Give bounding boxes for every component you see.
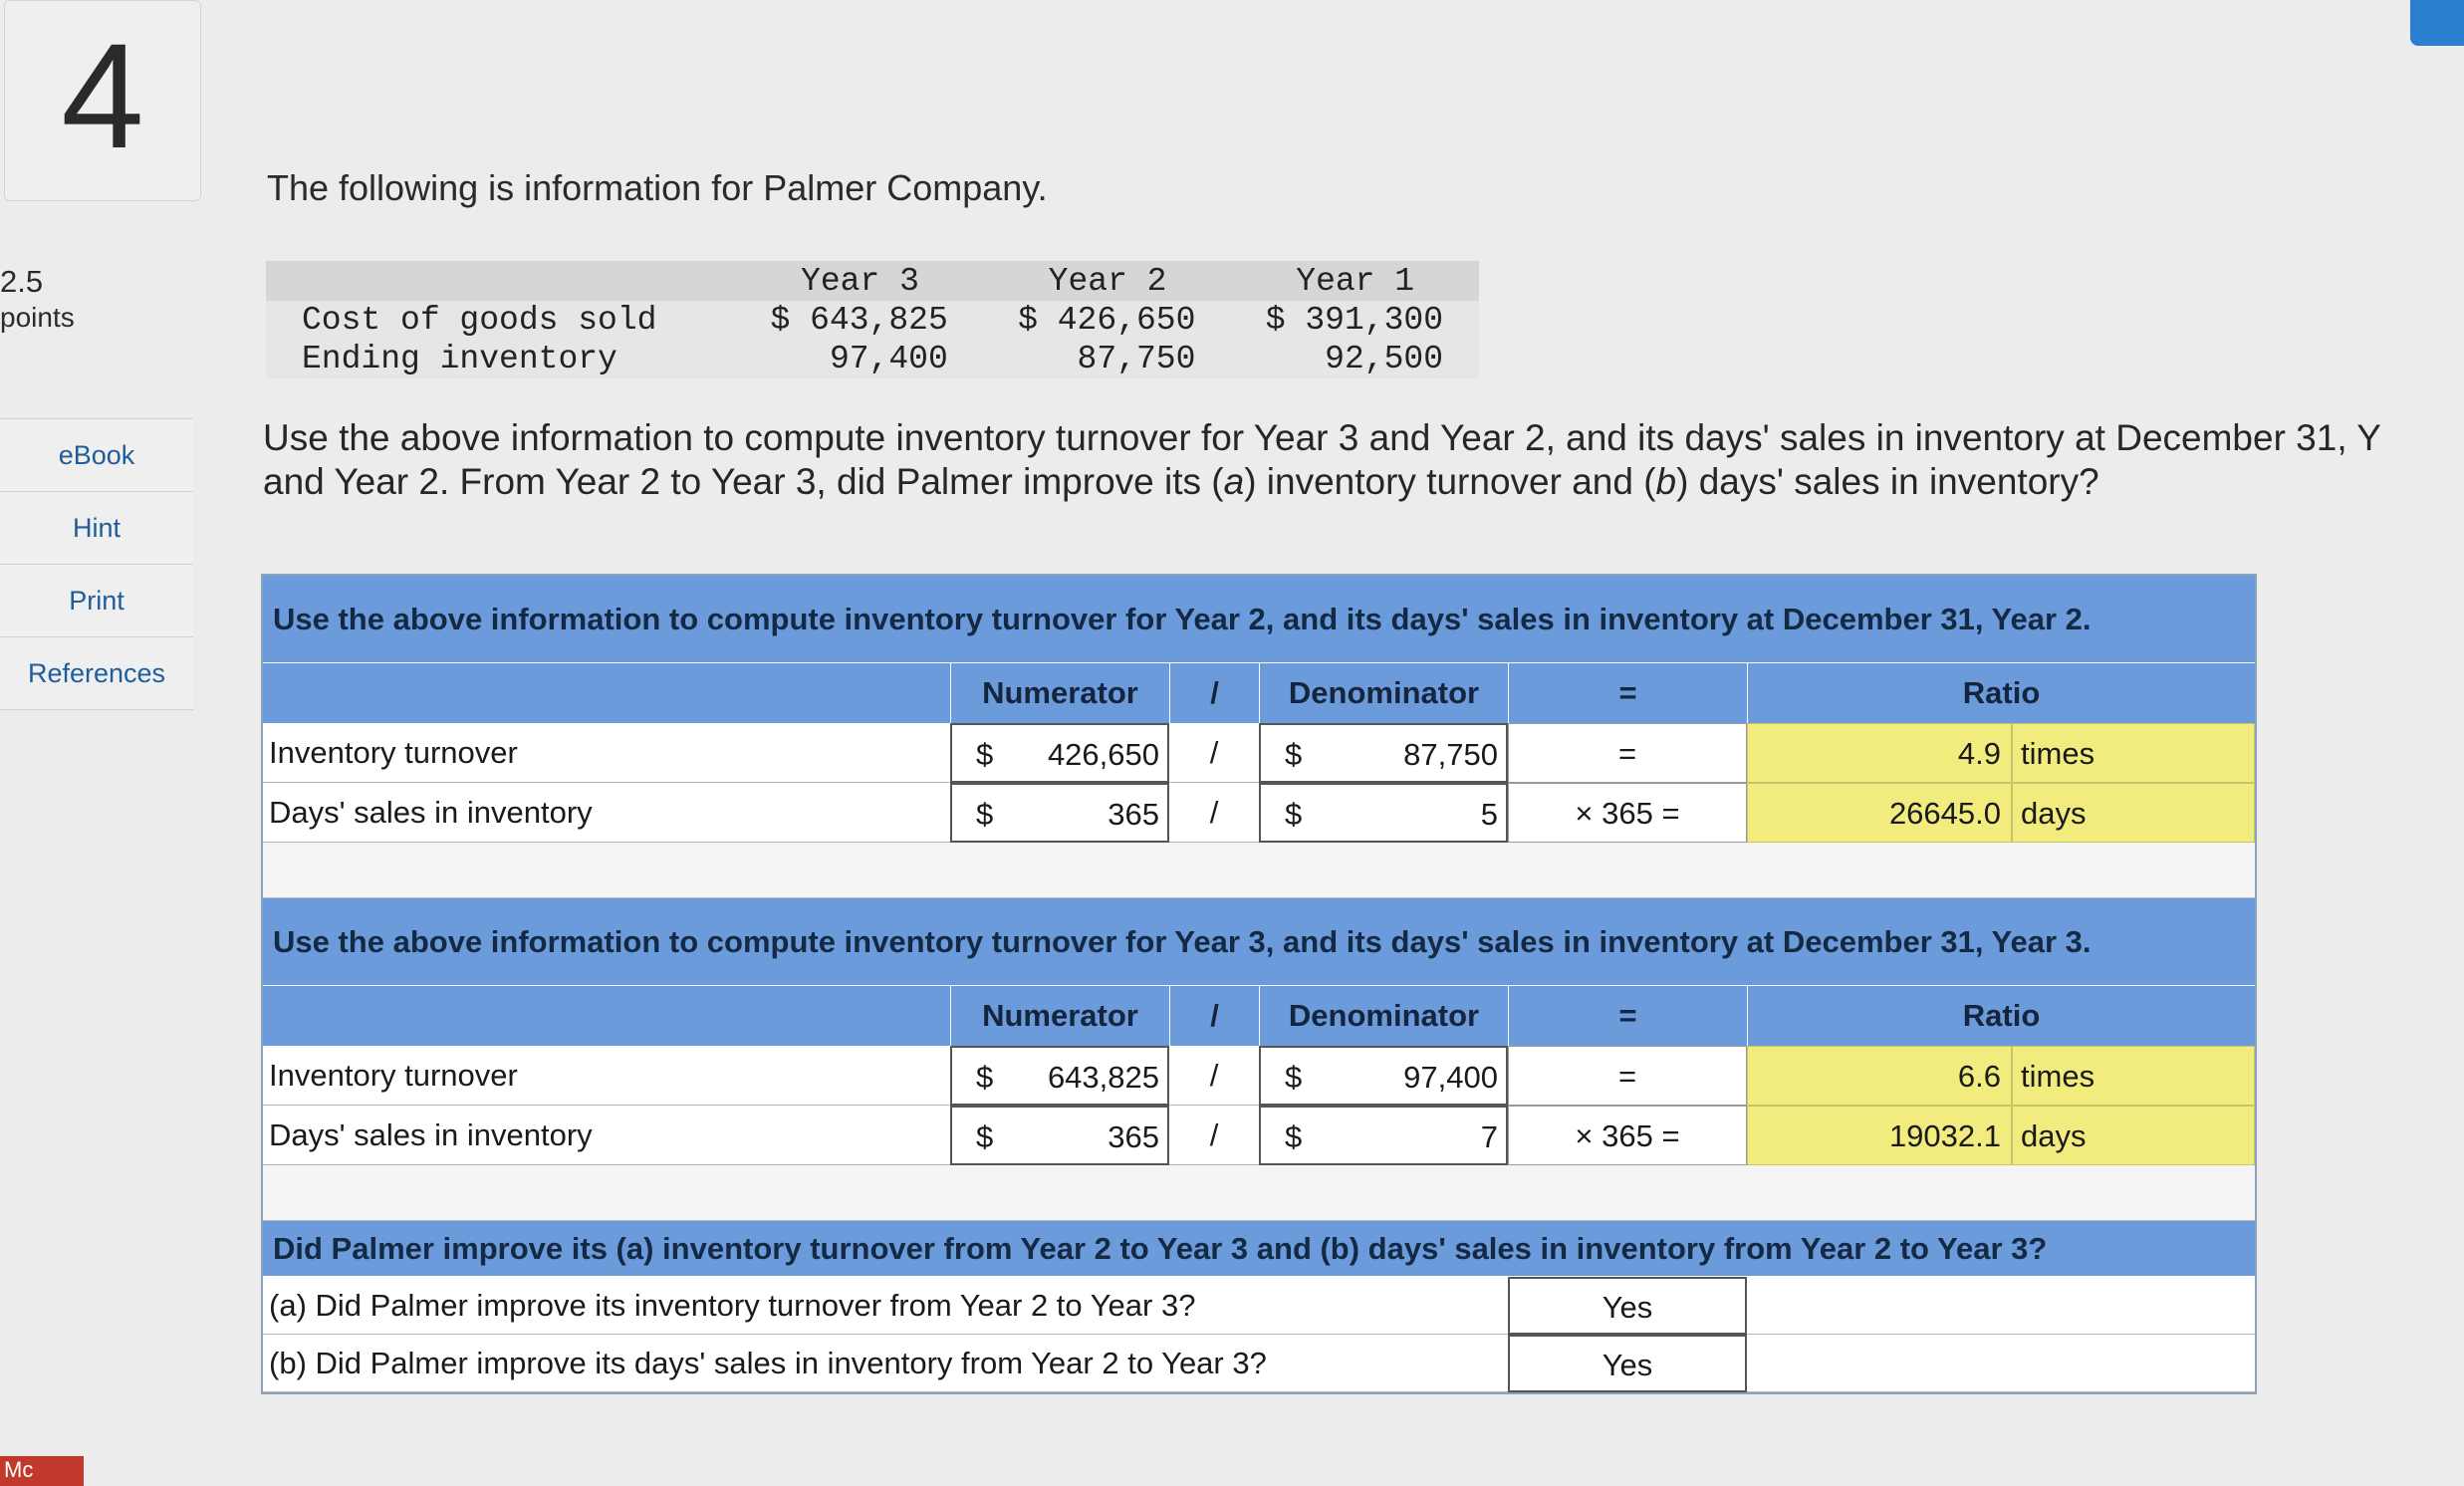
top-right-button[interactable]	[2410, 0, 2464, 46]
ratio-unit: times	[2012, 1046, 2255, 1106]
year2-banner: Use the above information to compute inventory turnover for Year 2, and its days' sales in inventory at December 31, Year 2.	[263, 576, 2255, 663]
numerator-value: 426,650	[1047, 737, 1159, 772]
currency-symbol: $	[1285, 797, 1303, 832]
year3-days-row	[263, 1106, 2255, 1165]
table-cell: Cost of goods sold	[266, 301, 736, 340]
sidebar-item-hint[interactable]: Hint	[0, 491, 193, 564]
multiply-365-symbol: × 365 =	[1508, 1106, 1747, 1165]
table-cell: $ 391,300	[1231, 301, 1479, 340]
question-a-label: (a) Did Palmer improve its inventory turnover from Year 2 to Year 3?	[269, 1288, 1196, 1323]
points-value: 2.5	[0, 264, 44, 299]
table-cell: Ending inventory	[266, 340, 736, 378]
year2-header-row	[263, 663, 2255, 723]
ratio-unit: days	[2012, 783, 2255, 843]
currency-symbol: $	[1285, 1119, 1303, 1154]
row-label: Days' sales in inventory	[269, 1117, 593, 1152]
table-row	[266, 340, 1479, 378]
denominator-input[interactable]	[1259, 1046, 1508, 1106]
denominator-value: 97,400	[1403, 1060, 1498, 1095]
currency-symbol: $	[976, 1060, 994, 1095]
table-cell: 87,750	[984, 340, 1232, 378]
numerator-value: 365	[1108, 797, 1159, 832]
denominator-header: Denominator	[1259, 986, 1508, 1046]
improve-row-b	[263, 1335, 2255, 1392]
currency-symbol: $	[976, 737, 994, 772]
spacer-row	[263, 843, 2255, 898]
sidebar	[0, 418, 193, 710]
question-line-2	[263, 460, 2464, 504]
table-cell: 92,500	[1231, 340, 1479, 378]
numerator-value: 643,825	[1047, 1060, 1159, 1095]
table-header: Year 2	[984, 261, 1232, 301]
table-header: Year 1	[1231, 261, 1479, 301]
answer-a-dropdown[interactable]: Yes	[1508, 1277, 1747, 1335]
improve-banner: Did Palmer improve its (a) inventory turnover from Year 2 to Year 3 and (b) days' sales in inventory from Year 2 to Year 3?	[263, 1221, 2255, 1277]
question-text-part: a	[1223, 461, 1245, 502]
slash-header: /	[1169, 663, 1259, 723]
equals-symbol: =	[1508, 723, 1747, 783]
numerator-input[interactable]	[950, 783, 1169, 843]
ratio-result: 6.6	[1747, 1046, 2012, 1106]
answer-b-dropdown[interactable]: Yes	[1508, 1335, 1747, 1392]
numerator-input[interactable]	[950, 1106, 1169, 1165]
denominator-value: 5	[1480, 797, 1498, 832]
given-data-table	[266, 261, 1479, 378]
numerator-input[interactable]	[950, 723, 1169, 783]
question-b-label: (b) Did Palmer improve its days' sales in inventory from Year 2 to Year 3?	[269, 1346, 1267, 1380]
currency-symbol: $	[1285, 737, 1303, 772]
question-text-part: and Year 2. From Year 2 to Year 3, did Palmer improve its (	[263, 461, 1224, 502]
sidebar-item-print[interactable]: Print	[0, 564, 193, 636]
denominator-value: 87,750	[1403, 737, 1498, 772]
row-label: Days' sales in inventory	[269, 795, 593, 830]
year3-header-row	[263, 986, 2255, 1046]
multiply-365-symbol: × 365 =	[1508, 783, 1747, 843]
equals-symbol: =	[1508, 1046, 1747, 1106]
numerator-value: 365	[1108, 1119, 1159, 1154]
table-cell: $ 426,650	[984, 301, 1232, 340]
currency-symbol: $	[976, 797, 994, 832]
row-label: Inventory turnover	[269, 1058, 518, 1093]
year3-banner: Use the above information to compute inventory turnover for Year 3, and its days' sales in inventory at December 31, Year 3.	[263, 898, 2255, 986]
equals-header: =	[1508, 663, 1747, 723]
ratio-header: Ratio	[1747, 986, 2255, 1046]
ratio-result: 4.9	[1747, 723, 2012, 783]
sidebar-item-ebook[interactable]: eBook	[0, 418, 193, 491]
currency-symbol: $	[1285, 1060, 1303, 1095]
spacer-row	[263, 1165, 2255, 1221]
points	[0, 264, 75, 334]
question-text-part: ) inventory turnover and (	[1244, 461, 1656, 502]
row-label: Inventory turnover	[269, 735, 518, 770]
table-cell: 97,400	[736, 340, 984, 378]
sidebar-item-references[interactable]: References	[0, 636, 193, 710]
table-header: Year 3	[736, 261, 984, 301]
year2-turnover-row	[263, 723, 2255, 783]
divide-symbol: /	[1209, 1058, 1219, 1093]
denominator-input[interactable]	[1259, 1106, 1508, 1165]
table-cell: $ 643,825	[736, 301, 984, 340]
ratio-result: 26645.0	[1747, 783, 2012, 843]
question-text	[263, 416, 2464, 504]
answer-worksheet	[261, 574, 2257, 1394]
equals-header: =	[1508, 986, 1747, 1046]
question-text-part: b	[1655, 461, 1677, 502]
numerator-input[interactable]	[950, 1046, 1169, 1106]
divide-symbol: /	[1209, 795, 1219, 830]
question-line-1: Use the above information to compute inventory turnover for Year 3 and Year 2, and its days' sales in inventory at December 31, Y	[263, 417, 2381, 458]
denominator-input[interactable]	[1259, 783, 1508, 843]
year3-turnover-row	[263, 1046, 2255, 1106]
denominator-value: 7	[1480, 1119, 1498, 1154]
numerator-header: Numerator	[950, 663, 1169, 723]
ratio-unit: times	[2012, 723, 2255, 783]
table-row	[266, 301, 1479, 340]
divide-symbol: /	[1209, 1117, 1219, 1152]
mcgraw-logo: Mc	[0, 1456, 84, 1486]
intro-text: The following is information for Palmer Company.	[267, 167, 1048, 208]
ratio-unit: days	[2012, 1106, 2255, 1165]
points-unit: points	[0, 302, 75, 333]
improve-row-a	[263, 1277, 2255, 1335]
numerator-header: Numerator	[950, 986, 1169, 1046]
ratio-header: Ratio	[1747, 663, 2255, 723]
denominator-input[interactable]	[1259, 723, 1508, 783]
question-text-part: ) days' sales in inventory?	[1676, 461, 2099, 502]
question-number: 4	[4, 0, 201, 201]
year2-days-row	[263, 783, 2255, 843]
ratio-result: 19032.1	[1747, 1106, 2012, 1165]
table-header	[266, 261, 736, 301]
denominator-header: Denominator	[1259, 663, 1508, 723]
currency-symbol: $	[976, 1119, 994, 1154]
divide-symbol: /	[1209, 735, 1219, 770]
slash-header: /	[1169, 986, 1259, 1046]
